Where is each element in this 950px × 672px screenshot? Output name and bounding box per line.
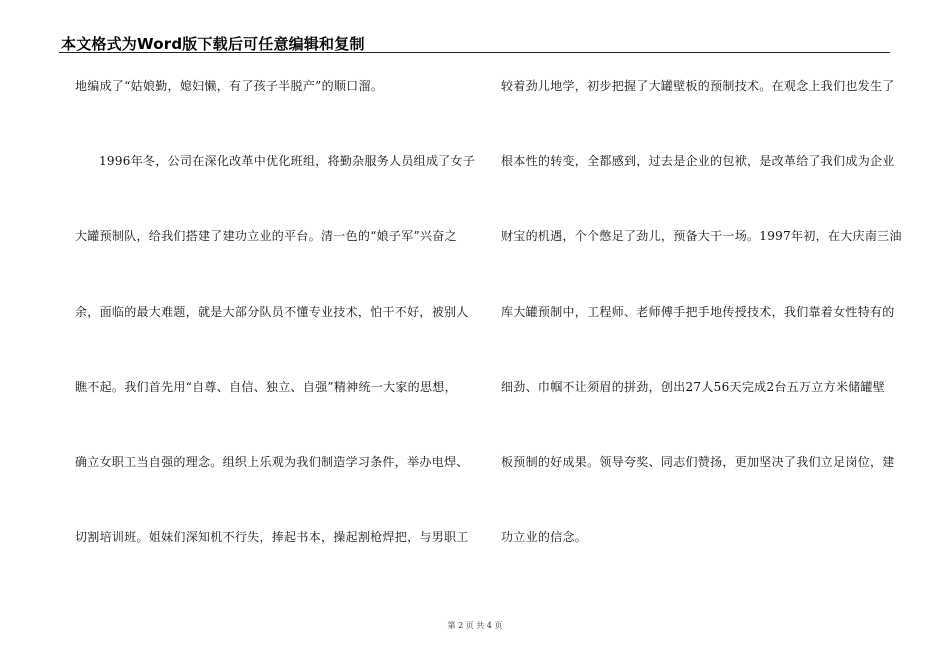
text-line: 地编成了“姑娘勤，媳妇懒，有了孩子半脱产”的顺口溜。 xyxy=(75,79,384,93)
left-text-column xyxy=(75,74,476,600)
text-line: 余，面临的最大难题，就是大部分队员不懂专业技术，怕干不好，被别人 xyxy=(75,304,469,319)
text-line: 确立女职工当自强的理念。组织上乐观为我们制造学习条件，举办电焊、 xyxy=(75,454,469,469)
document-header-title: 本文格式为Word版下载后可任意编辑和复制 xyxy=(61,35,365,53)
text-line: 1996年冬，公司在深化改革中优化班组，将勤杂服务人员组成了女子 xyxy=(99,154,476,169)
text-line: 细劲、巾帼不让须眉的拼劲，创出27人56天完成2台五万立方米储罐壁 xyxy=(501,379,886,394)
header-divider xyxy=(59,52,890,53)
text-line: 财宝的机遇，个个憋足了劲儿，预备大干一场。1997年初，在大庆南三油 xyxy=(501,229,902,244)
text-line: 根本性的转变，全都感到，过去是企业的包袱，是改革给了我们成为企业 xyxy=(501,154,895,169)
text-line: 大罐预制队，给我们搭建了建功立业的平台。清一色的“娘子军”兴奋之 xyxy=(75,229,457,244)
text-line: 板预制的好成果。领导夸奖、同志们赞扬，更加坚决了我们立足岗位，建 xyxy=(501,454,895,469)
text-line: 较着劲儿地学，初步把握了大罐壁板的预制技术。在观念上我们也发生了 xyxy=(501,79,895,93)
text-line: 库大罐预制中，工程师、老师傅手把手地传授技术，我们靠着女性特有的 xyxy=(501,304,895,319)
text-line: 切割培训班。姐妹们深知机不行失，捧起书本，操起割枪焊把，与男职工 xyxy=(75,530,469,545)
text-line: 瞧不起。我们首先用“自尊、自信、独立、自强”精神统一大家的思想， xyxy=(75,379,457,394)
right-text-column xyxy=(501,74,902,600)
page-number-footer: 第 2 页 共 4 页 xyxy=(447,621,503,630)
text-line: 功立业的信念。 xyxy=(501,530,588,545)
